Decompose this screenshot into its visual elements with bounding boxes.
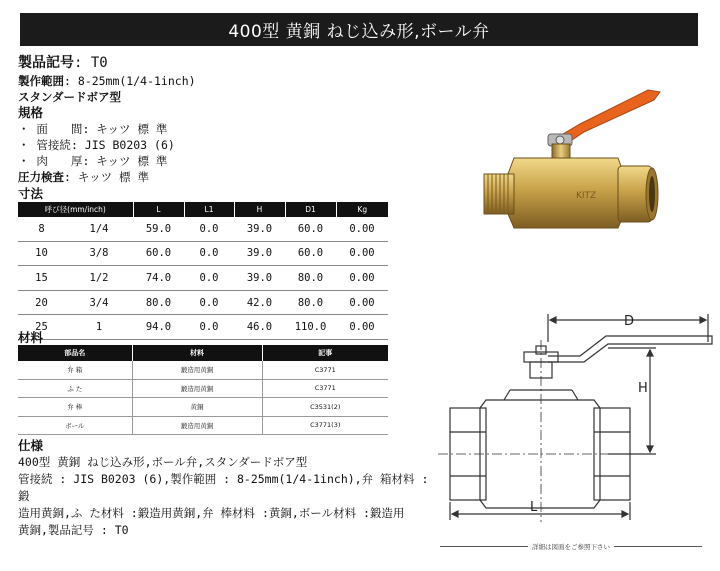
bore-type	[18, 89, 398, 105]
standard-item-value: : JIS B0203 (6)	[70, 138, 175, 152]
dimensions-table	[18, 202, 388, 340]
footnote-text: 詳細は図面をご参照下さい	[532, 543, 610, 551]
cell-mm: 20	[18, 290, 65, 315]
valve-dimension-drawing	[430, 300, 720, 530]
table-row	[18, 379, 388, 398]
cell-material: 鍛造用黄銅	[132, 416, 262, 435]
page-title-bar	[20, 13, 698, 46]
divider	[614, 546, 702, 547]
cell-kg: 0.00	[336, 290, 388, 315]
range-label: 製作範囲	[18, 74, 64, 88]
materials-heading: 材料	[18, 330, 44, 345]
specification-heading: 仕様	[18, 438, 44, 453]
cell-kg: 0.00	[336, 315, 388, 340]
table-row	[18, 398, 388, 417]
range-value: : 8-25mm(1/4-1inch)	[64, 74, 196, 88]
materials-table	[18, 345, 388, 435]
cell-note: C3531(2)	[262, 398, 388, 417]
cell-l: 60.0	[133, 241, 184, 266]
table-row	[18, 290, 388, 315]
table-row	[18, 266, 388, 291]
col-header-d1: D1	[285, 202, 336, 217]
specification-line: 黄銅,製品記号 : T0	[18, 523, 129, 537]
materials-header-row	[18, 345, 388, 361]
cell-h: 39.0	[234, 217, 285, 241]
cell-l1: 0.0	[184, 315, 234, 340]
standard-item-value: : キッツ 標 準	[82, 122, 168, 136]
cell-part: ふ た	[18, 379, 132, 398]
table-row	[18, 241, 388, 266]
cell-material: 鍛造用黄銅	[132, 361, 262, 379]
dimension-label-h: H	[638, 381, 648, 396]
cell-material: 黄銅	[132, 398, 262, 417]
pressure-label: 圧力検査	[18, 170, 64, 184]
table-row	[18, 361, 388, 379]
dimension-label-d: D	[624, 314, 635, 329]
table-row	[18, 315, 388, 340]
cell-inch: 1/2	[65, 266, 133, 291]
standard-item	[18, 121, 398, 137]
valve-product-image	[478, 86, 668, 236]
cell-d1: 80.0	[285, 266, 336, 291]
cell-l1: 0.0	[184, 290, 234, 315]
cell-kg: 0.00	[336, 217, 388, 241]
specification-line: 造用黄銅,ふ た材料 :鍛造用黄銅,弁 棒材料 :黄銅,ボール材料 :鍛造用	[18, 506, 405, 520]
pressure-value: : キッツ 標 準	[64, 170, 149, 184]
specification-line: 管接続 : JIS B0203 (6),製作範囲 : 8-25mm(1/4-1inch),弁 箱材料 :鍛	[18, 472, 429, 503]
specification-block	[18, 438, 430, 539]
standard-item-label: ・ 面 間	[18, 122, 83, 136]
col-header-part: 部品名	[18, 345, 132, 361]
dimensions-header-row	[18, 202, 388, 217]
standard-item-value: : キッツ 標 準	[82, 154, 168, 168]
cell-h: 46.0	[234, 315, 285, 340]
dimensions-heading: 寸法	[18, 186, 44, 201]
product-code-row	[18, 54, 398, 73]
standard-item-label: ・ 肉 厚	[18, 154, 83, 168]
cell-l1: 0.0	[184, 241, 234, 266]
table-row	[18, 416, 388, 435]
bore-type-text: スタンダードボア型	[18, 90, 122, 104]
cell-kg: 0.00	[336, 266, 388, 291]
col-header-note: 記事	[262, 345, 388, 361]
svg-text:KITZ: KITZ	[576, 191, 597, 201]
standard-item	[18, 153, 398, 169]
cell-mm: 25	[18, 315, 65, 340]
product-code-value: : T0	[74, 55, 108, 71]
standard-item	[18, 137, 398, 153]
cell-inch: 1/4	[65, 217, 133, 241]
cell-h: 39.0	[234, 241, 285, 266]
col-header-nominal: 呼び径(mm/inch)	[18, 202, 133, 217]
cell-material: 鍛造用黄銅	[132, 379, 262, 398]
cell-inch: 3/4	[65, 290, 133, 315]
cell-part: 弁 棒	[18, 398, 132, 417]
cell-kg: 0.00	[336, 241, 388, 266]
standard-item-label: ・ 管接続	[18, 138, 71, 152]
cell-mm: 10	[18, 241, 65, 266]
col-header-material: 材料	[132, 345, 262, 361]
divider	[440, 546, 528, 547]
cell-part: 弁 箱	[18, 361, 132, 379]
col-header-l1: L1	[184, 202, 234, 217]
cell-mm: 15	[18, 266, 65, 291]
product-code-label: 製品記号	[18, 55, 74, 71]
dimension-label-l: L	[530, 500, 538, 515]
spec-summary	[18, 54, 398, 185]
cell-d1: 110.0	[285, 315, 336, 340]
cell-h: 39.0	[234, 266, 285, 291]
cell-note: C3771	[262, 361, 388, 379]
cell-note: C3771(3)	[262, 416, 388, 435]
cell-l1: 0.0	[184, 266, 234, 291]
drawing-footnote	[440, 542, 702, 551]
cell-note: C3771	[262, 379, 388, 398]
pressure-row	[18, 169, 398, 185]
cell-l: 74.0	[133, 266, 184, 291]
cell-d1: 80.0	[285, 290, 336, 315]
page-title: 400型 黄銅 ねじ込み形,ボール弁	[228, 22, 490, 42]
cell-mm: 8	[18, 217, 65, 241]
standards-heading: 規格	[18, 105, 44, 120]
cell-h: 42.0	[234, 290, 285, 315]
cell-inch: 1	[65, 315, 133, 340]
col-header-l: L	[133, 202, 184, 217]
specification-line: 400型 黄銅 ねじ込み形,ボール弁,スタンダードボア型	[18, 455, 308, 469]
cell-l: 94.0	[133, 315, 184, 340]
cell-d1: 60.0	[285, 241, 336, 266]
cell-l: 59.0	[133, 217, 184, 241]
cell-l: 80.0	[133, 290, 184, 315]
cell-l1: 0.0	[184, 217, 234, 241]
cell-d1: 60.0	[285, 217, 336, 241]
cell-inch: 3/8	[65, 241, 133, 266]
col-header-h: H	[234, 202, 285, 217]
cell-part: ボール	[18, 416, 132, 435]
range-row	[18, 73, 398, 89]
col-header-kg: Kg	[336, 202, 388, 217]
table-row	[18, 217, 388, 241]
